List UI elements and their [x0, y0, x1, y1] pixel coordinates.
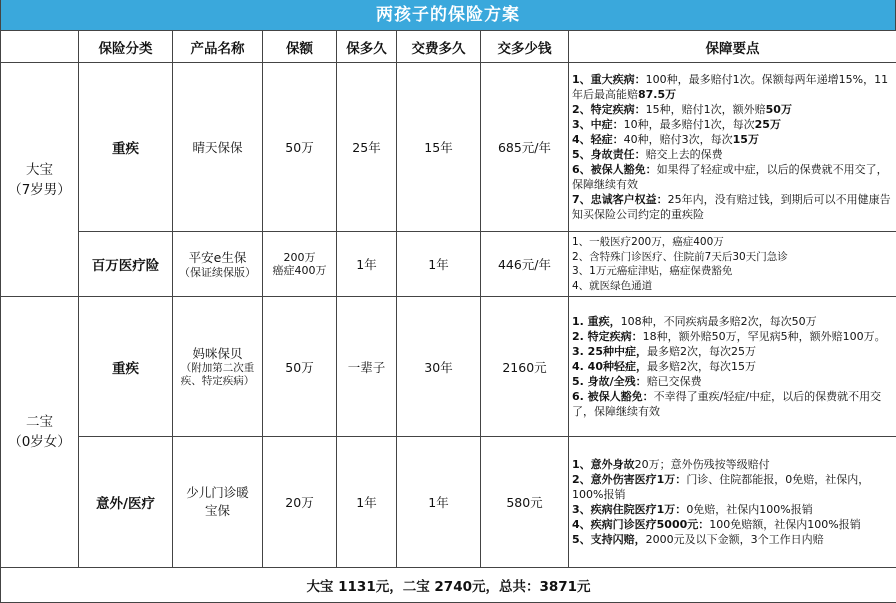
pay-years-cell: 1年: [397, 437, 481, 568]
child-sub-label: （7岁男）: [1, 180, 78, 200]
product-cell: [173, 232, 263, 297]
total-summary: 大宝 1131元，二宝 2740元，总共：3871元: [1, 568, 896, 603]
insurance-table: [0, 30, 896, 603]
coverage-point: 4、就医绿色通道: [572, 279, 893, 294]
coverage-point: 2、意外伤害医疗1万：门诊、住院都能报，0免赔，社保内，100%报销: [572, 472, 893, 502]
category-cell: 重疾: [79, 297, 173, 437]
amount-cell: 50万: [263, 63, 337, 232]
table-row: [1, 232, 896, 297]
price-cell: 580元: [481, 437, 569, 568]
header-amount: 保额: [263, 31, 337, 63]
coverage-point: 3、中症：10种，最多赔付1次，每次25万: [572, 117, 893, 132]
coverage-points: [569, 437, 896, 568]
product-name: 平安e生保: [173, 250, 262, 266]
product-sub: （保证续保版）: [173, 266, 262, 279]
coverage-point: 2. 特定疾病：18种，额外赔50万，罕见病5种，额外赔100万。: [572, 329, 893, 344]
coverage-points: [569, 297, 896, 437]
pay-years-cell: 1年: [397, 232, 481, 297]
coverage-point: 3. 25种中症，最多赔2次，每次25万: [572, 344, 893, 359]
page-title: 两孩子的保险方案: [0, 0, 896, 30]
category-cell: 百万医疗险: [79, 232, 173, 297]
product-cell: [173, 437, 263, 568]
coverage-point: 1、意外身故20万；意外伤残按等级赔付: [572, 457, 893, 472]
term-cell: 1年: [337, 232, 397, 297]
child-label-cell: [1, 297, 79, 568]
header-pay-years: 交费多久: [397, 31, 481, 63]
product-name: 少儿门诊暖宝保: [186, 485, 249, 518]
coverage-point: 1. 重疾，108种，不同疾病最多赔2次，每次50万: [572, 314, 893, 329]
price-cell: 2160元: [481, 297, 569, 437]
header-price: 交多少钱: [481, 31, 569, 63]
coverage-point: 5、身故责任：赔交上去的保费: [572, 147, 893, 162]
coverage-points: [569, 232, 896, 297]
coverage-point: 1、重大疾病：100种，最多赔付1次。保额每两年递增15%，11年后最高能赔87.5万: [572, 72, 893, 102]
child-label-cell: [1, 63, 79, 297]
pay-years-cell: 15年: [397, 63, 481, 232]
coverage-point: 2、含特殊门诊医疗、住院前7天后30天门急诊: [572, 250, 893, 265]
price-cell: 685元/年: [481, 63, 569, 232]
header-points: 保障要点: [569, 31, 896, 63]
coverage-point: 4. 40种轻症，最多赔2次，每次15万: [572, 359, 893, 374]
amount-cell: [263, 232, 337, 297]
table-row: [1, 437, 896, 568]
coverage-point: 5. 身故/全残：赔已交保费: [572, 374, 893, 389]
child-label: 二宝: [1, 412, 78, 432]
header-row: [1, 31, 896, 63]
coverage-point: 6、被保人豁免：如果得了轻症或中症，以后的保费就不用交了，保障继续有效: [572, 162, 893, 192]
amount-value: 200万: [263, 251, 336, 264]
child-label: 大宝: [1, 160, 78, 180]
table-row: [1, 297, 896, 437]
amount-sub: 癌症400万: [263, 264, 336, 277]
category-cell: 重疾: [79, 63, 173, 232]
header-category: 保险分类: [79, 31, 173, 63]
coverage-point: 6. 被保人豁免：不幸得了重疾/轻症/中症，以后的保费就不用交了，保障继续有效: [572, 389, 893, 419]
coverage-point: 5、支持闪赔，2000元及以下金额，3个工作日内赔: [572, 532, 893, 547]
term-cell: 一辈子: [337, 297, 397, 437]
header-term: 保多久: [337, 31, 397, 63]
header-blank: [1, 31, 79, 63]
product-cell: [173, 297, 263, 437]
coverage-point: 2、特定疾病：15种，赔付1次，额外赔50万: [572, 102, 893, 117]
header-product: 产品名称: [173, 31, 263, 63]
amount-cell: 50万: [263, 297, 337, 437]
coverage-points: [569, 63, 896, 232]
term-cell: 25年: [337, 63, 397, 232]
coverage-point: 1、一般医疗200万，癌症400万: [572, 235, 893, 250]
table-row: [1, 63, 896, 232]
child-sub-label: （0岁女）: [1, 432, 78, 452]
coverage-point: 3、疾病住院医疗1万：0免赔，社保内100%报销: [572, 502, 893, 517]
product-name: 晴天保保: [192, 140, 242, 155]
coverage-point: 7、忠诚客户权益：25年内，没有赔过钱，到期后可以不用健康告知买保险公司约定的重疾险: [572, 192, 893, 222]
coverage-point: 3、1万元癌症津贴，癌症保费豁免: [572, 264, 893, 279]
product-cell: [173, 63, 263, 232]
amount-cell: 20万: [263, 437, 337, 568]
category-cell: 意外/医疗: [79, 437, 173, 568]
total-row: [1, 568, 896, 603]
product-sub: （附加第二次重疾、特定疾病）: [173, 362, 262, 388]
term-cell: 1年: [337, 437, 397, 568]
product-name: 妈咪保贝: [173, 346, 262, 362]
price-cell: 446元/年: [481, 232, 569, 297]
pay-years-cell: 30年: [397, 297, 481, 437]
coverage-point: 4、轻症：40种，赔付3次，每次15万: [572, 132, 893, 147]
coverage-point: 4、疾病门诊医疗5000元：100免赔额，社保内100%报销: [572, 517, 893, 532]
